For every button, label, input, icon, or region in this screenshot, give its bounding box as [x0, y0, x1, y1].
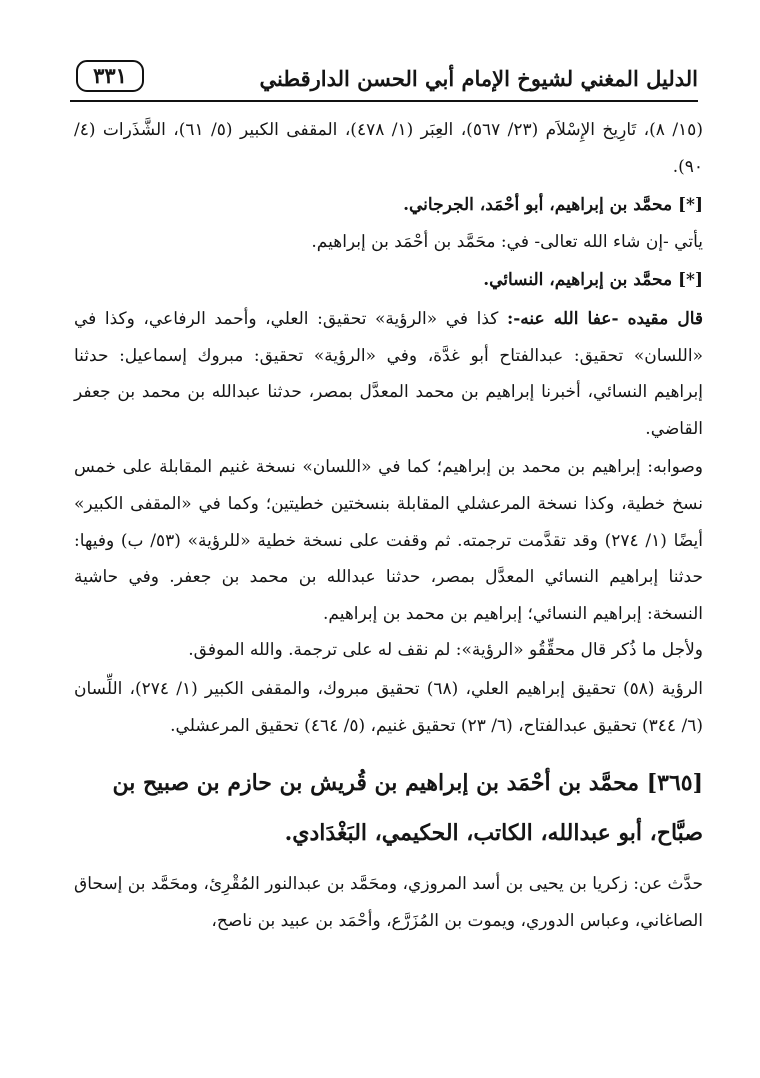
sources-paragraph: الرؤية (٥٨) تحقيق إبراهيم العلي، (٦٨) تحقيق مبروك، والمقفى الكبير (١/ ٢٧٤)، اللِّسان (٦/ ٣٤٤) تحقيق عبدالفتاح، (٦/ ٢٣) تحقيق غنيم، (٥/ ٤٦٤) تحقيق المرعشلي.: [74, 678, 703, 736]
correction-paragraph: وصوابه: إبراهيم بن محمد بن إبراهيم؛ كما في «اللسان» نسخة غنيم المقابلة على خمس نسخ خطية، وكذا نسخة المرعشلي المقابلة بنسختين خطيتين؛ وكما في «المقفى الكبير» أيضًا (١/ ٢٧٤) وقد تقدَّمت ترجمته. ثم وقفت على نسخة خطية «للرؤية» (٥٣/ ب) وفيها: حدثنا إبراهيم النسائي المعدَّل بمصر، حدثنا عبدالله بن محمد بن جعفر. وفي حاشية النسخة: إبراهيم النسائي؛ إبراهيم بن محمد بن إبراهيم.: [74, 457, 703, 624]
editor-note-lead: قال مقيده -عفا الله عنه-:: [506, 308, 704, 329]
entry-text: حدَّث عن: زكريا بن يحيى بن أسد المروزي، ومحَمَّد بن عبدالنور المُقْرِئ، ومحَمَّد بن إسحاق الصاغاني، وعباس الدوري، ويموت بن المُزَرَّع، وأحْمَد بن عبيد بن ناصح،: [74, 874, 703, 931]
running-header-title: الدليل المغني لشيوخ الإمام أبي الحسن الدارقطني: [259, 66, 698, 91]
page-body: [74, 112, 703, 939]
cross-ref-heading-jurjani: [*] محمَّد بن إبراهيم، أبو أحْمَد، الجرجاني.: [403, 195, 703, 216]
header-divider: [70, 100, 698, 102]
page-number: ٣٣١: [76, 60, 144, 92]
conclusion-paragraph: ولأجل ما ذُكر قال محقِّقُو «الرؤية»: لم نقف له على ترجمة. والله الموفق.: [188, 640, 703, 661]
editor-note: [74, 301, 703, 447]
entry-title: [٣٦٥] محمَّد بن أحْمَد بن إبراهيم بن قُريش بن حازم بن صبيح بن صبَّاح، أبو عبدالله، الكاتب، الحكيمي، البَغْدَادي.: [112, 770, 703, 847]
cross-ref-note: يأتي -إن شاء الله تعالى- في: محَمَّد بن أحْمَد بن إبراهيم.: [311, 231, 703, 252]
entry-heading-nasai: [*] محمَّد بن إبراهيم، النسائي.: [483, 270, 703, 291]
running-header: [70, 52, 698, 102]
editor-note-text: كذا في «الرؤية» تحقيق: العلي، وأحمد الرفاعي، وكذا في «اللسان» تحقيق: عبدالفتاح أبو غدَّة، وفي «الرؤية» تحقيق: مبروك إسماعيل: حدثنا إبراهيم النسائي، أخبرنا إبراهيم بن محمد المعدَّل بمصر، حدثنا عبدالله بن محمد بن جعفر القاضي.: [74, 308, 703, 439]
previous-entry-sources: (١٥/ ٨)، تَارِيخ الإِسْلاَم (٢٣/ ٥٦٧)، العِبَر (١/ ٤٧٨)، المقفى الكبير (٥/ ٦١)، الشَّذَرات (٤/ ٩٠).: [74, 120, 703, 177]
